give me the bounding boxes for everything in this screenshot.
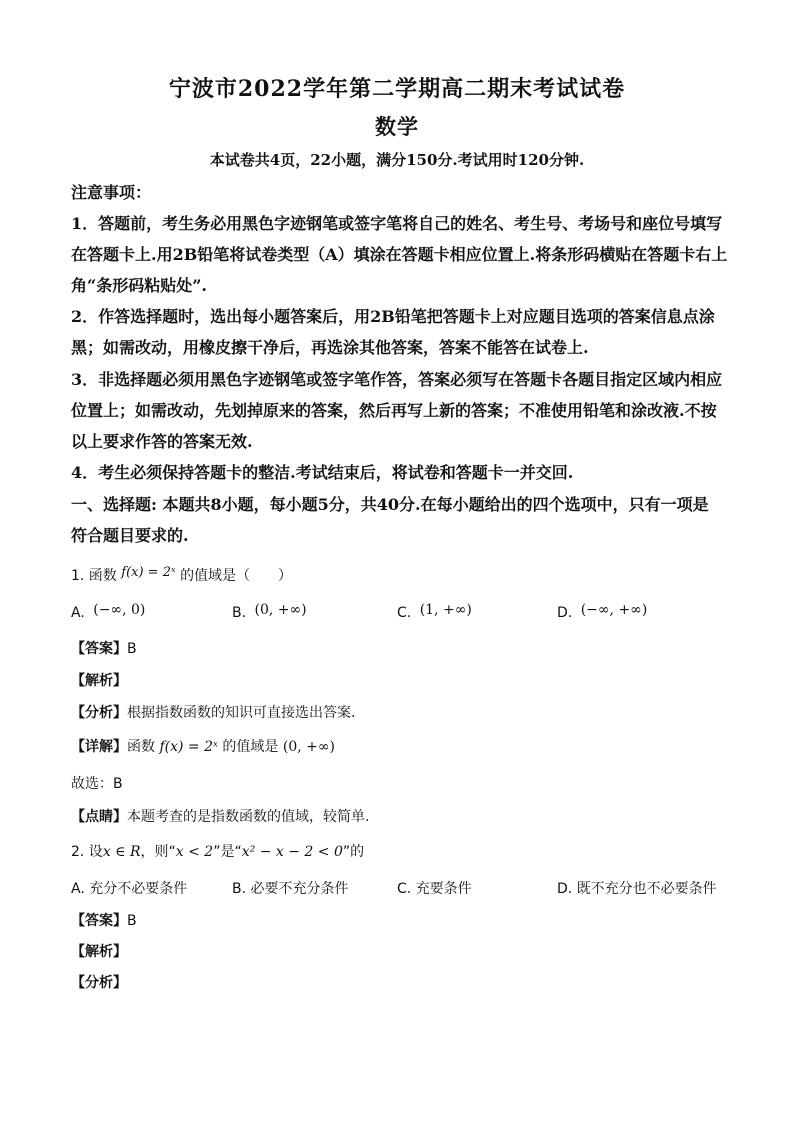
- section-heading-cont: 符合题目要求的.: [71, 526, 189, 545]
- q2-option-b: B. 必要不充分条件: [232, 881, 349, 897]
- q1-fenxi: 【分析】根据指数函数的知识可直接选出答案.: [71, 705, 356, 721]
- q1-option-d: D. (−∞, +∞): [557, 602, 648, 621]
- notes-line: 位置上；如需改动，先划掉原来的答案，然后再写上新的答案；不准使用铅笔和涂改液.不按: [71, 401, 717, 420]
- notes-line: 黑；如需改动，用橡皮擦干净后，再选涂其他答案，答案不能答在试卷上.: [71, 338, 589, 357]
- subject-title: 数学: [375, 114, 419, 139]
- notes-line: 2．作答选择题时，选出每小题答案后，用2B铅笔把答题卡上对应题目选项的答案信息点涂: [71, 307, 715, 326]
- q2-option-c: C. 充要条件: [397, 881, 472, 897]
- q1-analysis-tag: 【解析】: [71, 673, 127, 689]
- q2-analysis-tag: 【解析】: [71, 944, 127, 960]
- q2-option-a: A. 充分不必要条件: [71, 881, 188, 897]
- q2-fenxi-tag: 【分析】: [71, 975, 127, 991]
- notes-line: 以上要求作答的答案无效.: [71, 432, 253, 451]
- exam-info: 本试卷共4页，22小题，满分150分.考试用时120分钟.: [209, 151, 585, 169]
- notes-line: 在答题卡上.用2B铅笔将试卷类型（A）填涂在答题卡相应位置上.将条形码横贴在答题卡右上: [71, 245, 728, 264]
- notes-line: 3．非选择题必须用黑色字迹钢笔或签字笔作答，答案必须写在答题卡各题目指定区域内相应: [71, 370, 723, 389]
- notes-heading: 注意事项：: [71, 183, 152, 202]
- q1-option-a: A. (−∞, 0): [71, 602, 146, 621]
- section-heading: 一、选择题: 本题共8小题，每小题5分，共40分.在每小题给出的四个选项中，只有一项是: [71, 495, 709, 514]
- q1-option-b: B. (0, +∞): [232, 602, 307, 621]
- question-2: 2. 设x ∈ R，则“x < 2”是“x² − x − 2 < 0”的: [71, 844, 365, 860]
- q2-answer: 【答案】B: [71, 913, 137, 929]
- q1-conclusion: 故选：B: [71, 776, 123, 792]
- notes-line: 1．答题前，考生务必用黑色字迹钢笔或签字笔将自己的姓名、考生号、考场号和座位号填写: [71, 214, 723, 233]
- q2-option-d: D. 既不充分也不必要条件: [557, 881, 717, 897]
- q1-suffix: 的值域是（ ）: [180, 568, 293, 584]
- notes-line: 角“条形码粘贴处”.: [71, 276, 207, 295]
- question-1: [71, 567, 292, 586]
- q1-prefix: 1. 函数: [71, 568, 117, 584]
- exam-title: 宁波市2022学年第二学期高二期末考试试卷: [168, 76, 626, 102]
- q1-answer: 【答案】B: [71, 641, 137, 657]
- notes-line: 4．考生必须保持答题卡的整洁.考试结束后，将试卷和答题卡一并交回.: [71, 463, 574, 482]
- q1-expr: f(x) = 2ˣ: [121, 565, 176, 580]
- q1-option-c: C. (1, +∞): [397, 602, 472, 621]
- q1-comment: 【点睛】本题考查的是指数函数的值域，较简单.: [71, 809, 370, 825]
- q1-detail: 【详解】函数 f(x) = 2ˣ 的值域是 (0, +∞): [71, 739, 335, 755]
